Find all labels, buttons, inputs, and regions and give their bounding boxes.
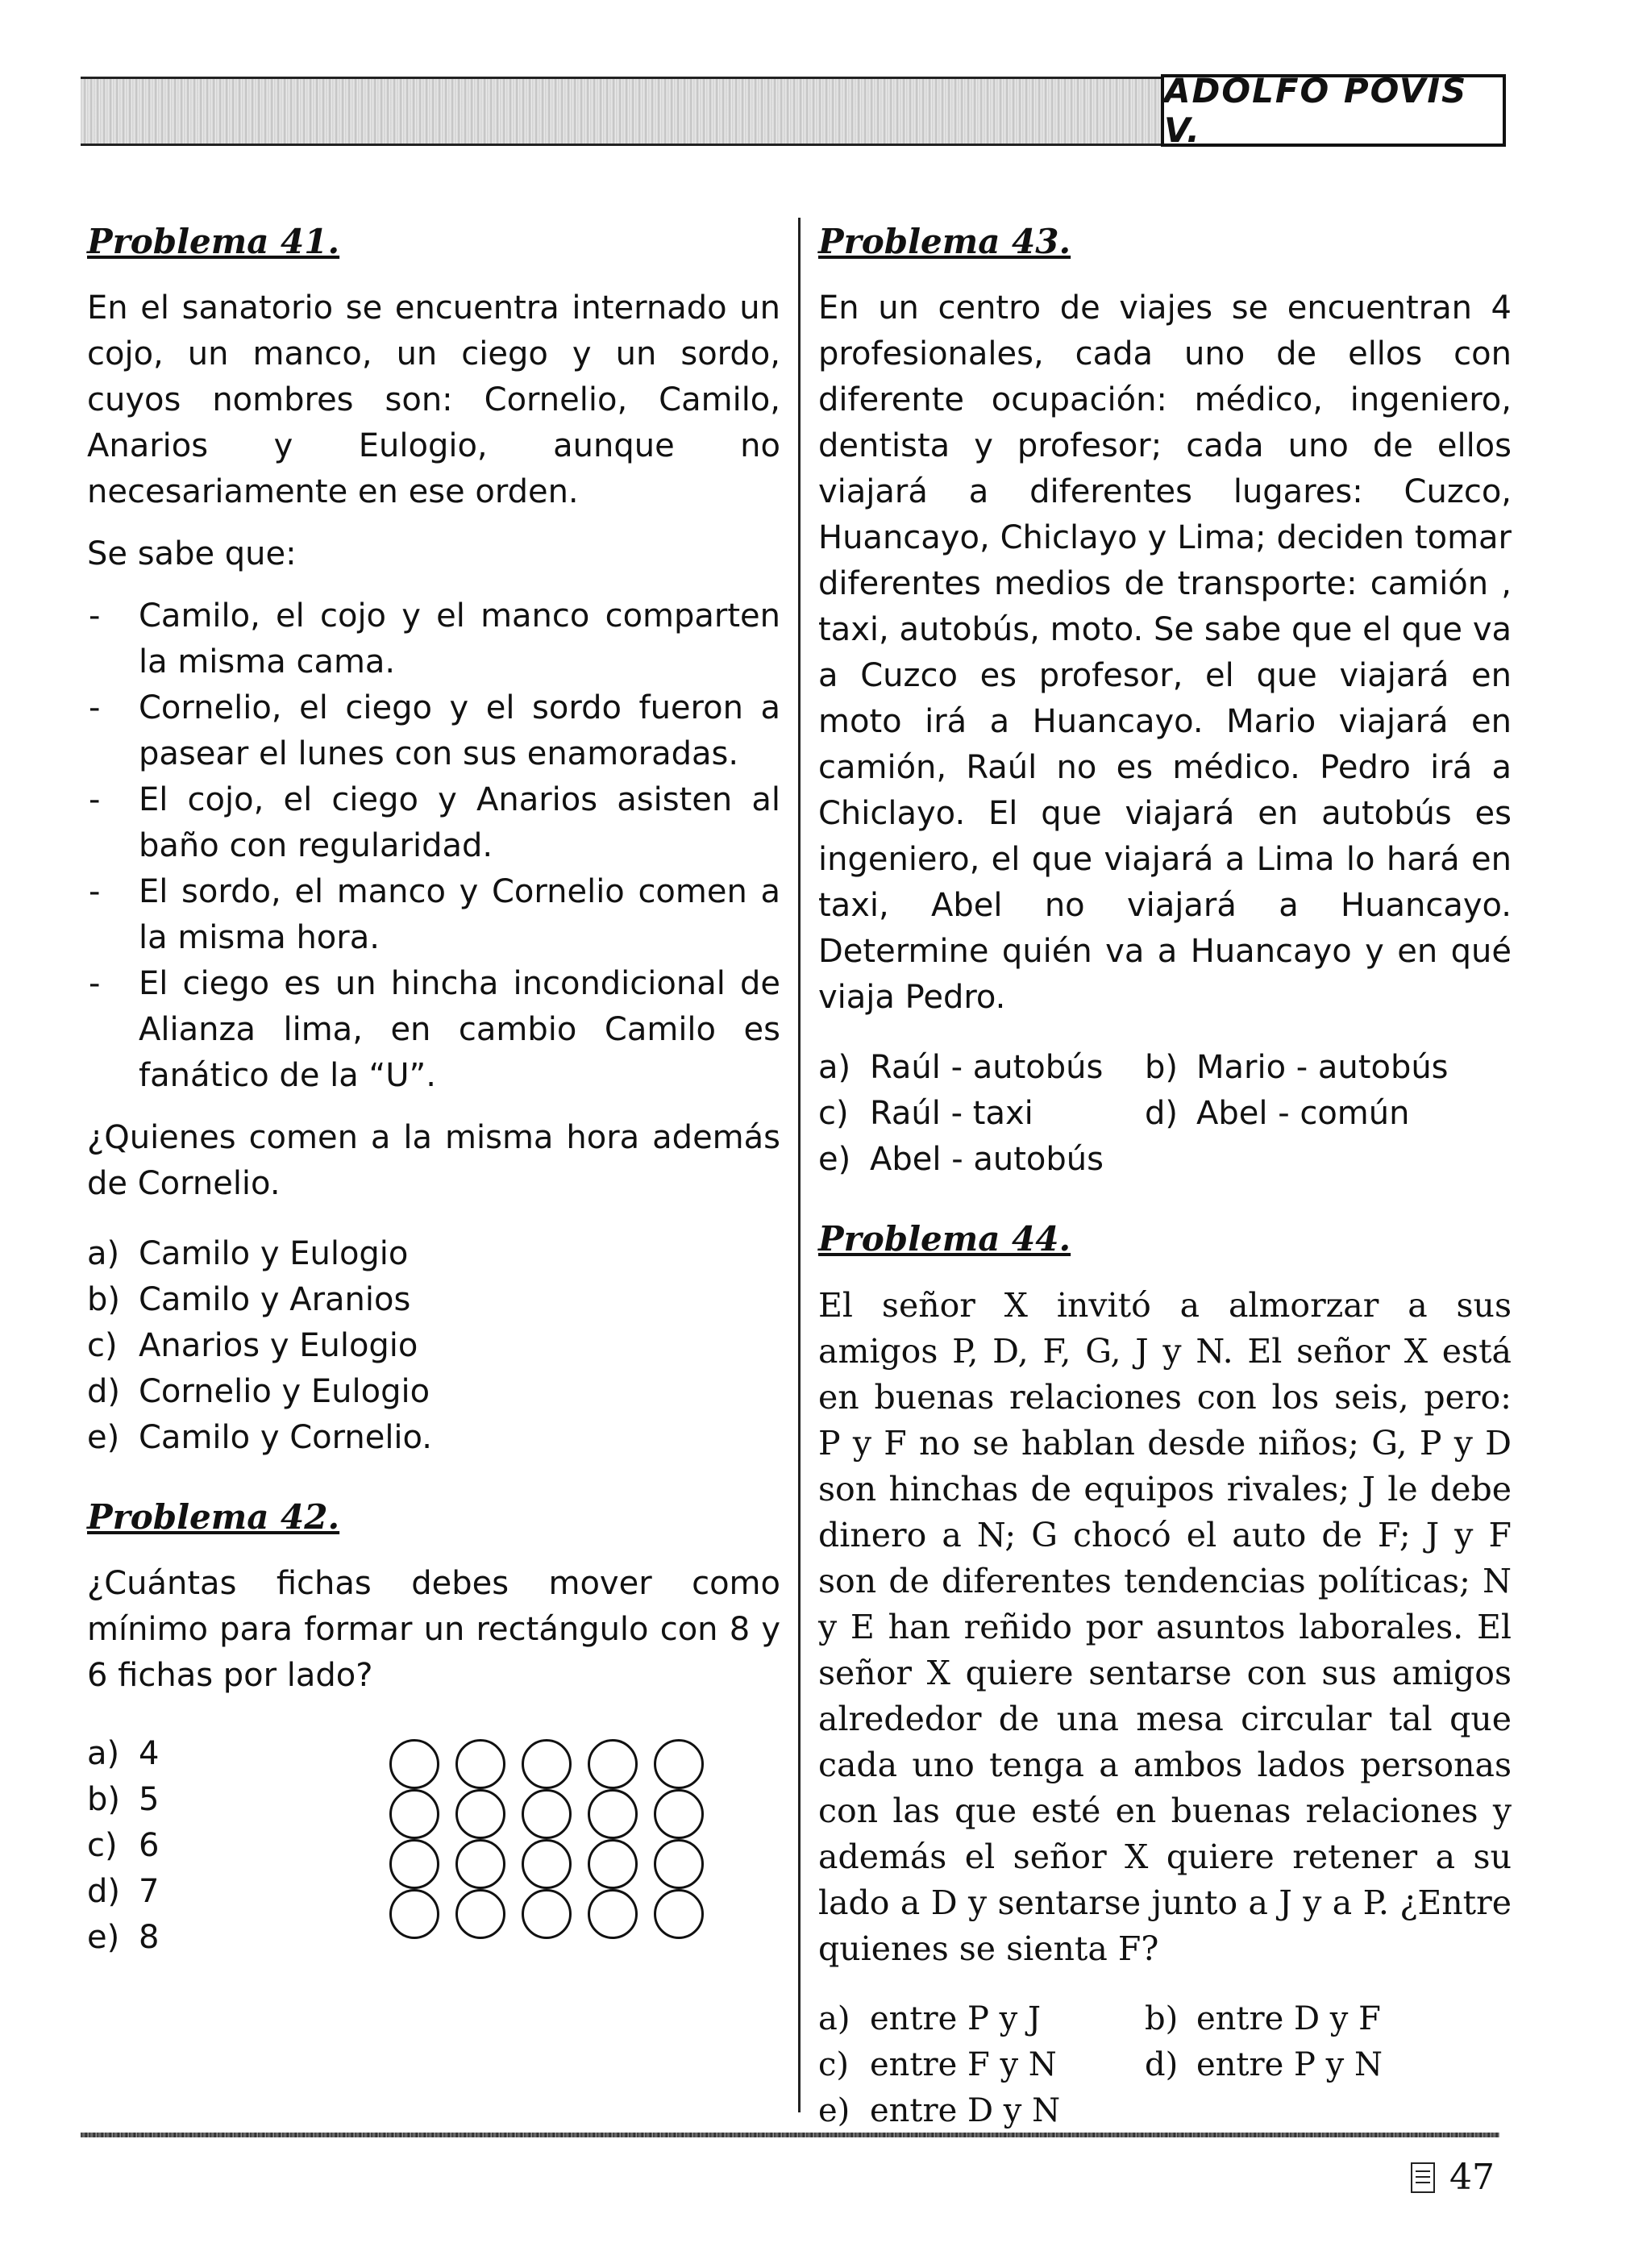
- option-item: e) 8: [87, 1919, 160, 1956]
- problem-43-options: [818, 1045, 1512, 1183]
- option-item: a) Raúl - autobús: [818, 1049, 1104, 1086]
- footer-divider: [81, 2133, 1499, 2137]
- problem-42-body: [87, 1731, 780, 1973]
- column-divider: [798, 218, 801, 2112]
- problem-43-title: Problema 43.: [818, 222, 1071, 261]
- token-circle: [455, 1739, 505, 1789]
- option-item: b) Camilo y Aranios: [87, 1281, 411, 1318]
- token-circle: [522, 1739, 572, 1789]
- clue-item: - El sordo, el manco y Cornelio comen a la misma hora.: [87, 869, 780, 961]
- token-circle: [654, 1889, 704, 1939]
- token-circle: [588, 1889, 638, 1939]
- author-name: ADOLFO POVIS V.: [1161, 74, 1506, 147]
- token-circle: [588, 1839, 638, 1889]
- token-circle: [588, 1789, 638, 1839]
- token-circle: [455, 1889, 505, 1939]
- problem-41-options: [87, 1231, 780, 1461]
- problem-42-title: Problema 42.: [87, 1497, 340, 1537]
- option-item: d) 7: [87, 1873, 160, 1910]
- token-circle: [522, 1789, 572, 1839]
- token-circle: [588, 1739, 638, 1789]
- token-circle: [654, 1789, 704, 1839]
- right-column: [818, 218, 1512, 2166]
- page-number: [1411, 2157, 1495, 2198]
- option-item: a) entre P y J: [818, 2000, 1041, 2037]
- token-circle: [389, 1739, 439, 1789]
- token-circle: [389, 1889, 439, 1939]
- token-circle: [654, 1739, 704, 1789]
- problem-41-clues: [87, 593, 780, 1099]
- option-item: d) entre P y N: [1145, 2046, 1383, 2083]
- token-circle: [654, 1839, 704, 1889]
- clue-item: - Cornelio, el ciego y el sordo fueron a pasear el lunes con sus enamoradas.: [87, 685, 780, 777]
- token-circle: [455, 1839, 505, 1889]
- problem-41-intro: En el sanatorio se encuentra internado un cojo, un manco, un ciego y un sordo, cuyos nombres son: Cornelio, Camilo, Anarios y Eulogio, aunque no necesariamente en ese orden.: [87, 289, 780, 510]
- page-icon: [1411, 2162, 1435, 2193]
- left-column: [87, 218, 780, 1973]
- problem-41-title: Problema 41.: [87, 222, 340, 261]
- option-item: d) Cornelio y Eulogio: [87, 1373, 430, 1410]
- token-circle: [389, 1839, 439, 1889]
- option-item: c) Raúl - taxi: [818, 1095, 1033, 1132]
- problem-42-question: ¿Cuántas fichas debes mover como mínimo para formar un rectángulo con 8 y 6 fichas por lado?: [87, 1565, 780, 1694]
- clue-item: - El ciego es un hincha incondicional de Alianza lima, en cambio Camilo es fanático de la “U”.: [87, 961, 780, 1099]
- option-item: c) 6: [87, 1827, 160, 1864]
- option-item: a) Camilo y Eulogio: [87, 1235, 409, 1272]
- problem-44-title: Problema 44.: [818, 1219, 1071, 1259]
- token-circle: [522, 1889, 572, 1939]
- option-item: b) Mario - autobús: [1145, 1049, 1449, 1086]
- option-item: c) Anarios y Eulogio: [87, 1327, 418, 1364]
- token-circle: [389, 1789, 439, 1839]
- token-circle: [455, 1789, 505, 1839]
- problem-43-text: En un centro de viajes se encuentran 4 profesionales, cada uno de ellos con diferente ocupación: médico, ingeniero, dentista y profesor; cada uno de ellos viajará a diferentes lugares: Cuzco, Huancayo, Chiclayo y Lima; deciden tomar diferentes medios de transporte: camión , taxi, autobús, moto. Se sabe que el que va a Cuzco es profesor, el que viajará en moto irá a Huancayo. Mario viajará en camión, Raúl no es médico. Pedro irá a Chiclayo. El que viajará en autobús es ingeniero, el que viajará a Lima lo hará en taxi, Abel no viajará a Huancayo. Determine quién va a Huancayo y en qué viaja Pedro.: [818, 289, 1512, 1016]
- option-item: c) entre F y N: [818, 2046, 1057, 2083]
- option-item: e) Abel - autobús: [818, 1141, 1104, 1178]
- header-band: [81, 77, 1161, 146]
- token-circle: [522, 1839, 572, 1889]
- option-item: e) entre D y N: [818, 2092, 1061, 2129]
- option-item: b) entre D y F: [1145, 2000, 1381, 2037]
- problem-41-lead: Se sabe que:: [87, 535, 297, 572]
- problem-44-text: El señor X invitó a almorzar a sus amigos P, D, F, G, J y N. El señor X está en buenas relaciones con los seis, pero: P y F no se hablan desde niños; G, P y D son hinchas de equipos rivales; J le debe dinero a N; G chocó el auto de F; J y F son de diferentes tendencias políticas; N y E han reñido por asuntos laborales. El señor X quiere sentarse con sus amigos alrededor de una mesa circular tal que cada uno tenga a ambos lados personas con las que esté en buenas relaciones y además el señor X quiere retener a su lado a D y sentarse junto a J y a P. ¿Entre quienes se sienta F?: [818, 1286, 1512, 1968]
- problem-44-options: [818, 1996, 1512, 2134]
- page-number-text: 47: [1449, 2157, 1495, 2198]
- clue-item: - Camilo, el cojo y el manco comparten la misma cama.: [87, 593, 780, 685]
- option-item: a) 4: [87, 1735, 160, 1772]
- problem-41-question: ¿Quienes comen a la misma hora además de Cornelio.: [87, 1119, 780, 1202]
- clue-item: - El cojo, el ciego y Anarios asisten al baño con regularidad.: [87, 777, 780, 869]
- option-item: e) Camilo y Cornelio.: [87, 1419, 433, 1456]
- problem-42-options: [87, 1731, 159, 1961]
- option-item: b) 5: [87, 1781, 160, 1818]
- token-grid: [389, 1739, 705, 1939]
- option-item: d) Abel - común: [1145, 1095, 1410, 1132]
